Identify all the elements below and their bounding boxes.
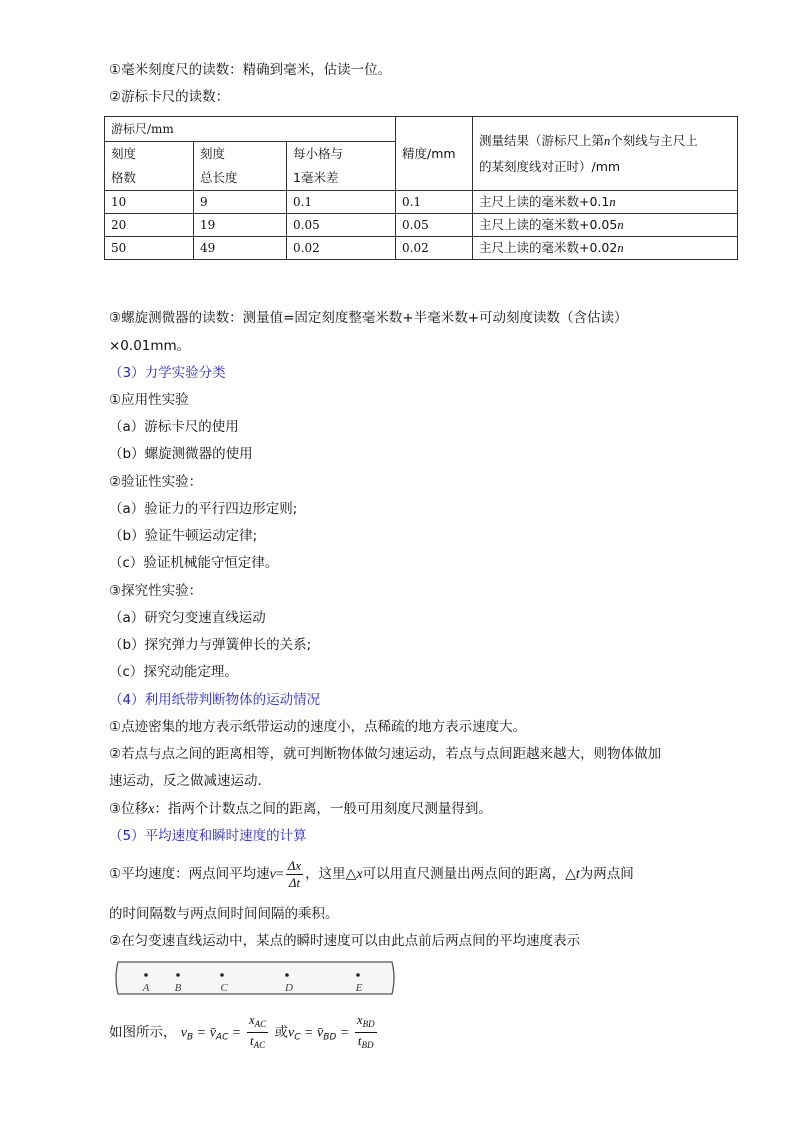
tape-label-a: A	[142, 982, 150, 994]
header-total-length: 刻度 总长度	[194, 142, 287, 191]
paper-tape-figure	[112, 958, 398, 998]
line-13: （a）研究匀变速直线运动	[109, 610, 266, 626]
tape-dot-b	[176, 973, 180, 977]
line-10: （b）验证牛顿运动定律;	[109, 528, 258, 544]
table-row: 50 49 0.02 0.02 主尺上读的毫米数+0.02n	[105, 237, 738, 260]
tape-label-b: B	[174, 982, 182, 994]
header-group: 游标尺/mm	[105, 117, 396, 142]
line-19: ③位移x：指两个计数点之间的距离，一般可用刻度尺测量得到。	[109, 801, 492, 817]
tape-dot-a	[144, 973, 148, 977]
line-20: ①平均速度：两点间平均速v= $\frac{\Delta x}{\Delta t}$ ，这里△x可以用直尺测量出两点间的距离，△t为两点间	[109, 857, 634, 890]
tape-dot-d	[285, 973, 289, 977]
line-16: ①点迹密集的地方表示纸带运动的速度小，点稀疏的地方表示速度大。	[109, 719, 527, 735]
line-15: （c）探究动能定理。	[109, 664, 238, 680]
tape-label-d: D	[285, 982, 293, 994]
header-difference: 每小格与 1毫米差	[287, 142, 396, 191]
line-11: （c）验证机械能守恒定律。	[109, 555, 279, 571]
vc-fraction: $\frac{x_{BD}}{t_{BD}}$	[356, 1012, 375, 1050]
line-5: ①应用性实验	[109, 392, 189, 408]
avg-velocity-fraction: $\frac{\Delta x}{\Delta t}$	[287, 857, 302, 890]
tape-label-c: C	[220, 982, 228, 994]
vb-fraction: $\frac{x_{AC}}{t_{AC}}$	[248, 1012, 267, 1050]
heading-4: （4）利用纸带判断物体的运动情况	[109, 692, 321, 708]
heading-5: （5）平均速度和瞬时速度的计算	[109, 828, 307, 844]
tape-dot-c	[220, 973, 224, 977]
line-12: ③探究性实验：	[109, 583, 203, 599]
line-8: ②验证性实验：	[109, 474, 203, 490]
tape-dot-e	[356, 973, 360, 977]
line-2: ②游标卡尺的读数：	[109, 89, 230, 105]
line-4: ×0.01mm。	[109, 338, 191, 354]
header-grid-count: 刻度 格数	[105, 142, 194, 191]
table-row: 10 9 0.1 0.1 主尺上读的毫米数+0.1n	[105, 191, 738, 214]
header-precision: 精度/mm	[396, 117, 473, 191]
line-23: 如图所示， $v_B$ = $v̄_{AC}$ = $\frac{x_{AC}}{t_{AC}}$ 或$v_C$ = $v̄_{BD}$ = $\frac{x_{BD}}{t_{BD}}$	[109, 1012, 379, 1058]
line-1: ①毫米刻度尺的读数：精确到毫米，估读一位。	[109, 62, 392, 78]
tape-label-e: E	[355, 982, 363, 994]
line-6: （a）游标卡尺的使用	[109, 419, 239, 435]
line-18: 速运动，反之做减速运动.	[109, 773, 262, 789]
heading-3: （3）力学实验分类	[109, 365, 226, 381]
line-22: ②在匀变速直线运动中，某点的瞬时速度可以由此点前后两点间的平均速度表示	[109, 933, 581, 949]
line-3: ③螺旋测微器的读数：测量值=固定刻度整毫米数+半毫米数+可动刻度读数（含估读）	[109, 310, 628, 326]
line-9: （a）验证力的平行四边形定则;	[109, 501, 298, 517]
line-17: ②若点与点之间的距离相等，就可判断物体做匀速运动，若点与点间距越来越大，则物体做加	[109, 746, 662, 762]
vernier-table	[104, 116, 738, 260]
line-7: （b）螺旋测微器的使用	[109, 446, 253, 462]
line-14: （b）探究弹力与弹簧伸长的关系;	[109, 637, 312, 653]
header-result: 测量结果（游标尺上第n个刻线与主尺上 的某刻度线对正时）/mm	[473, 117, 738, 191]
table-row: 20 19 0.05 0.05 主尺上读的毫米数+0.05n	[105, 214, 738, 237]
line-21: 的时间隔数与两点间时间间隔的乘积。	[109, 906, 339, 922]
